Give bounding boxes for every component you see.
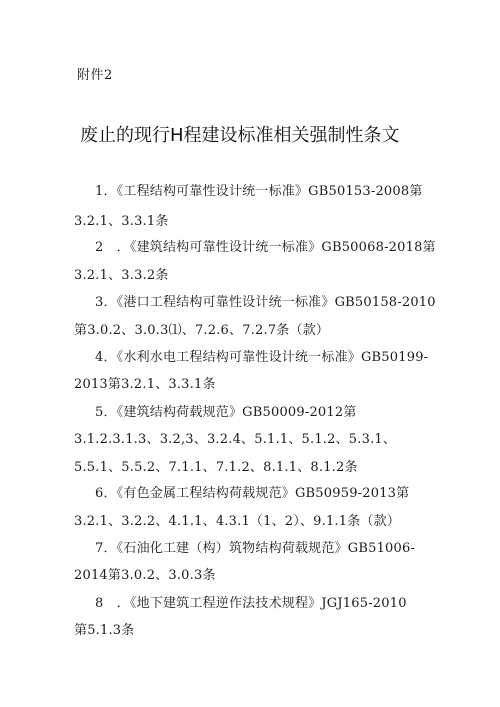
list-item: 1．《工程结构可靠性设计统一标准》GB50153-2008第 bbox=[95, 184, 423, 199]
document-title: 废止的现行H程建设标准相关强制性条文 bbox=[80, 125, 400, 146]
list-item: 5．《建筑结构荷载规范》GB50009-2012第 bbox=[95, 405, 357, 420]
list-item: 4．《水利水电工程结构可靠性设计统一标准》GB50199- bbox=[95, 350, 429, 365]
attachment-label: 附件2 bbox=[77, 68, 113, 83]
list-item: 8 ．《地下建筑工程逆作法技术规程》JGJ165-2010 bbox=[95, 596, 407, 611]
list-item: 2014第3.0.2、3.0.3条 bbox=[74, 568, 216, 583]
list-item: 3.1.2.3.1.3、3.2,3、3.2.4、5.1.1、5.1.2、5.3.1、 bbox=[74, 432, 397, 447]
list-item: 2013第3.2.1、3.3.1条 bbox=[74, 377, 216, 392]
list-item: 3.2.1、3.3.1条 bbox=[74, 214, 169, 229]
list-item: 7．《石油化工建（构）筑物结构荷载规范》GB51006- bbox=[95, 541, 416, 556]
list-item: 6．《有色金属工程结构荷载规范》GB50959-2013第 bbox=[95, 486, 410, 501]
list-item: 3.2.1、3.2.2、4.1.1、4.3.1（1、2）、9.1.1条（款） bbox=[74, 514, 401, 529]
list-item: 第5.1.3条 bbox=[74, 623, 135, 638]
list-item: 2 ．《建筑结构可靠性设计统一标准》GB50068-2018第 bbox=[95, 240, 436, 255]
list-item: 3．《港口工程结构可靠性设计统一标准》GB50158-2010 bbox=[95, 295, 436, 310]
list-item: 5.5.1、5.5.2、7.1.1、7.1.2、8.1.1、8.1.2条 bbox=[74, 460, 358, 475]
list-item: 3.2.1、3.3.2条 bbox=[74, 268, 169, 283]
list-item: 第3.0.2、3.0.3⑴、7.2.6、7.2.7条（款） bbox=[74, 323, 330, 338]
